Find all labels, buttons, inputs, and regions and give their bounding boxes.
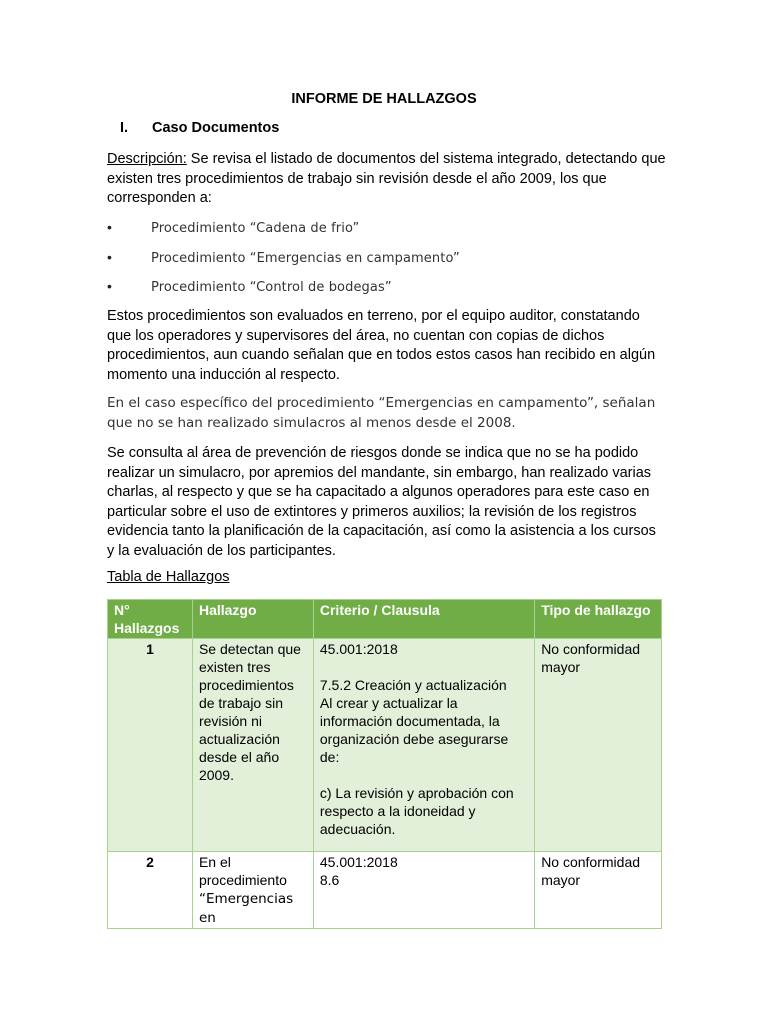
bullet-icon: • — [107, 278, 112, 294]
section-number: I. — [120, 120, 129, 136]
table-caption: Tabla de Hallazgos — [107, 569, 230, 585]
cell-tipo: No conformidad mayor — [535, 639, 662, 852]
header-num: N° Hallazgos — [108, 600, 193, 639]
header-criterio: Criterio / Clausula — [313, 600, 534, 639]
cell-hallazgo: Se detectan que existen tres procedimientos de trabajo sin revisión ni actualización desde el año 2009. — [192, 639, 313, 852]
findings-table — [107, 599, 662, 929]
description-paragraph — [107, 150, 667, 209]
paragraph-1: Estos procedimientos son evaluados en terreno, por el equipo auditor, constatando que los operadores y supervisores del área, no cuentan con copias de dichos procedimientos, aun cuando señalan que en todos estos casos han recibido en algún momento una inducción al respecto. — [107, 308, 656, 383]
description-label: Descripción: — [107, 151, 187, 167]
header-tipo: Tipo de hallazgo — [535, 600, 662, 639]
cell-tipo: No conformidad mayor — [535, 852, 662, 929]
description-text: Se revisa el listado de documentos del sistema integrado, detectando que existen tres procedimientos de trabajo sin revisión desde el año 2009, los que corresponden a: — [107, 151, 666, 206]
cell-num: 2 — [108, 852, 193, 929]
cell-num: 1 — [108, 639, 193, 852]
cell-criterio: 45.001:2018 8.6 — [313, 852, 534, 929]
table-row — [108, 639, 662, 852]
cell-criterio: 45.001:2018 7.5.2 Creación y actualización Al crear y actualizar la información documentada, la organización debe asegurarse de: c) La revisión y aprobación con respecto a la idoneidad y adecuación. — [313, 639, 534, 852]
bullet-icon: • — [107, 249, 112, 265]
table-header-row — [108, 600, 662, 639]
paragraph-2: En el caso específico del procedimiento “Emergencias en campamento”, señalan que no se han realizado simulacros al menos desde el 2008. — [107, 395, 656, 431]
list-item: • Procedimiento “Cadena de frio” — [107, 219, 360, 236]
cell-hallazgo: En el procedimiento “Emergencias en — [192, 852, 313, 929]
section-label: Caso Documentos — [152, 120, 280, 136]
paragraph-3: Se consulta al área de prevención de riesgos donde se indica que no se ha podido realizar un simulacro, por apremios del mandante, sin embargo, han realizado varias charlas, al respecto y que se ha capacitado a algunos operadores para este caso en particular sobre el uso de extintores y primeros auxilios; la revisión de los registros evidencia tanto la planificación de la capacitación, así como la asistencia a los cursos y la evaluación de los participantes. — [107, 445, 656, 559]
header-hallazgo: Hallazgo — [192, 600, 313, 639]
bullet-icon: • — [107, 219, 112, 235]
table-row — [108, 852, 662, 929]
list-item: • Procedimiento “Emergencias en campamento” — [107, 249, 460, 266]
list-item: • Procedimiento “Control de bodegas” — [107, 278, 392, 295]
section-heading — [120, 120, 279, 136]
page-title: INFORME DE HALLAZGOS — [291, 91, 477, 107]
